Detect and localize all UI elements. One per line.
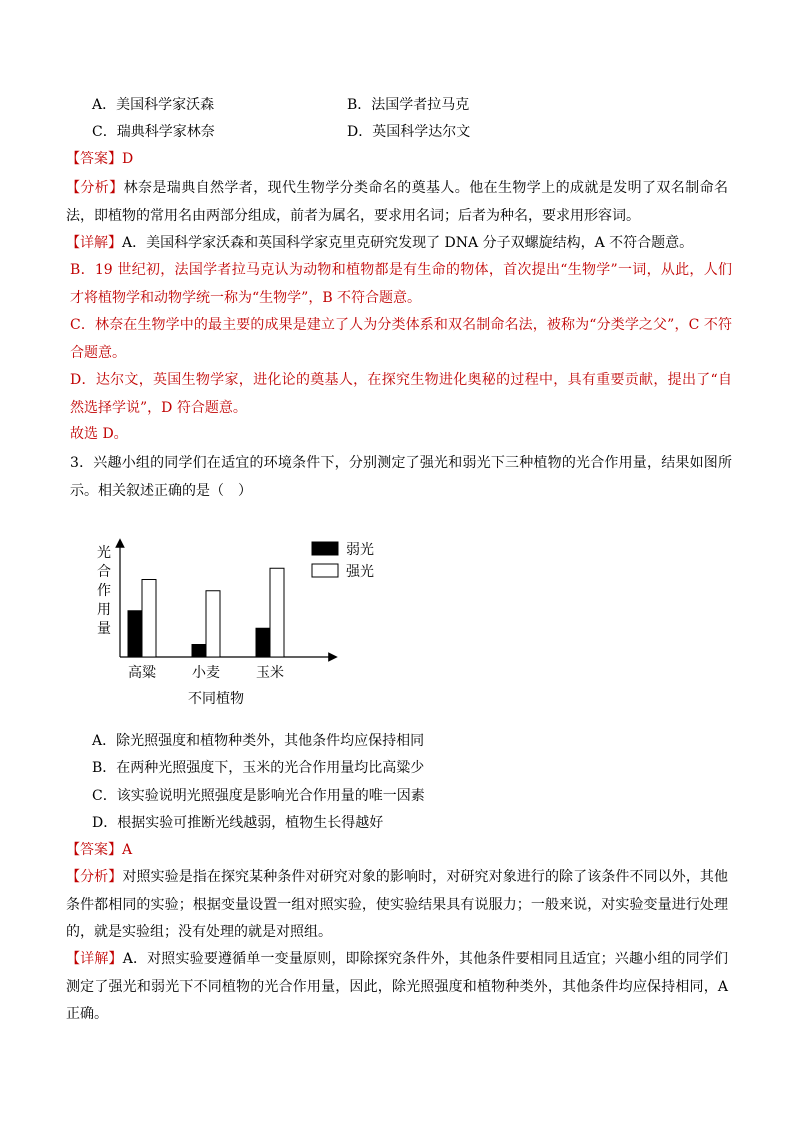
y-label-char: 量 xyxy=(97,621,111,637)
y-label-char: 作 xyxy=(97,583,111,599)
bar-weak-0 xyxy=(128,611,142,657)
q3-option-d: D．根据实验可推断光线越弱，植物生长得越好 xyxy=(92,815,384,831)
legend-swatch xyxy=(312,542,338,555)
q2-detail-d: D．达尔文，英国生物学家，进化论的奠基人，在探究生物进化奥秘的过程中，具有重要贡献，提出了“自然选择学说”，D 符合题意。 xyxy=(70,372,732,416)
bar-strong-0 xyxy=(142,580,156,658)
y-axis-label xyxy=(97,544,111,637)
analysis-tag: 【分析】 xyxy=(66,869,123,885)
q2-detail-c: C．林奈在生物学中的最主要的成果是建立了人为分类体系和双名制命名法，被称为“分类学之父”，C 不符合题意。 xyxy=(70,317,732,361)
x-tick-label: 玉米 xyxy=(256,665,284,681)
q2-option-c: C．瑞典科学家林奈 xyxy=(92,124,215,140)
q3-option-b: B．在两种光照强度下，玉米的光合作用量均比高粱少 xyxy=(92,760,425,776)
y-label-char: 光 xyxy=(97,545,111,561)
x-tick-label: 高粱 xyxy=(128,665,156,681)
analysis-text: 林奈是瑞典自然学者，现代生物学分类命名的奠基人。他在生物学上的成就是发明了双名制命名法，即植物的常用名由两部分组成，前者为属名，要求用名词；后者为种名，要求用形容词。 xyxy=(66,180,729,224)
x-axis-label: 不同植物 xyxy=(188,691,244,707)
y-label-char: 合 xyxy=(97,564,111,580)
q2-option-b: B．法国学者拉马克 xyxy=(347,97,470,113)
x-tick-label: 小麦 xyxy=(192,665,220,681)
q2-option-a: A．美国科学家沃森 xyxy=(92,97,215,113)
q2-detail-b: B．19 世纪初，法国学者拉马克认为动物和植物都是有生命的物体，首次提出“生物学”一词，从此，人们才将植物学和动物学统一称为“生物学”，B 不符合题意。 xyxy=(70,262,732,306)
bars xyxy=(128,568,284,657)
detail-a-text: A．对照实验要遵循单一变量原则，即除探究条件外，其他条件要相同且适宜；兴趣小组的同学们测定了强光和弱光下不同植物的光合作用量，因此，除光照强度和植物种类外，其他条件均应保持相同，A 正确。 xyxy=(66,951,728,1022)
detail-tag: 【详解】 xyxy=(66,951,123,967)
bar-weak-1 xyxy=(192,645,206,658)
q2-detail-a xyxy=(66,230,728,258)
q3-option-c: C．该实验说明光照强度是影响光合作用量的唯一因素 xyxy=(92,788,425,804)
legend xyxy=(312,541,374,580)
legend-label: 弱光 xyxy=(346,542,374,558)
answer-tag: 【答案】 xyxy=(66,842,122,858)
q2-answer xyxy=(66,149,133,169)
photosynthesis-bar-chart xyxy=(90,535,410,720)
q3-option-a: A．除光照强度和植物种类外，其他条件均应保持相同 xyxy=(92,733,425,749)
q3-answer xyxy=(66,840,132,860)
y-label-char: 用 xyxy=(97,602,111,618)
q2-analysis xyxy=(66,175,728,230)
detail-tag: 【详解】 xyxy=(66,235,122,251)
q3-analysis xyxy=(66,864,728,947)
q3-detail-a xyxy=(66,946,728,1029)
detail-a-text: A．美国科学家沃森和英国科学家克里克研究发现了 DNA 分子双螺旋结构，A 不符合题意。 xyxy=(122,235,694,251)
bar-weak-2 xyxy=(256,628,270,657)
bar-strong-1 xyxy=(206,591,220,657)
legend-swatch xyxy=(312,564,338,577)
analysis-tag: 【分析】 xyxy=(66,180,124,196)
q2-option-d: D．英国科学达尔文 xyxy=(347,124,471,140)
q3-stem: 3．兴趣小组的同学们在适宜的环境条件下，分别测定了强光和弱光下三种植物的光合作用量，结果如图所示。相关叙述正确的是（ ） xyxy=(70,455,732,499)
answer-value: D xyxy=(122,151,134,167)
analysis-text: 对照实验是指在探究某种条件对研究对象的影响时，对研究对象进行的除了该条件不同以外，其他条件都相同的实验；根据变量设置一组对照实验，使实验结果具有说服力；一般来说，对实验变量进行处理的，就是实验组；没有处理的就是对照组。 xyxy=(66,869,729,940)
x-tick-labels xyxy=(128,664,284,681)
bar-strong-2 xyxy=(270,568,284,657)
answer-value: A xyxy=(122,842,133,858)
legend-label: 强光 xyxy=(346,564,374,580)
answer-tag: 【答案】 xyxy=(66,151,122,167)
q2-conclusion: 故选 D。 xyxy=(70,426,128,442)
